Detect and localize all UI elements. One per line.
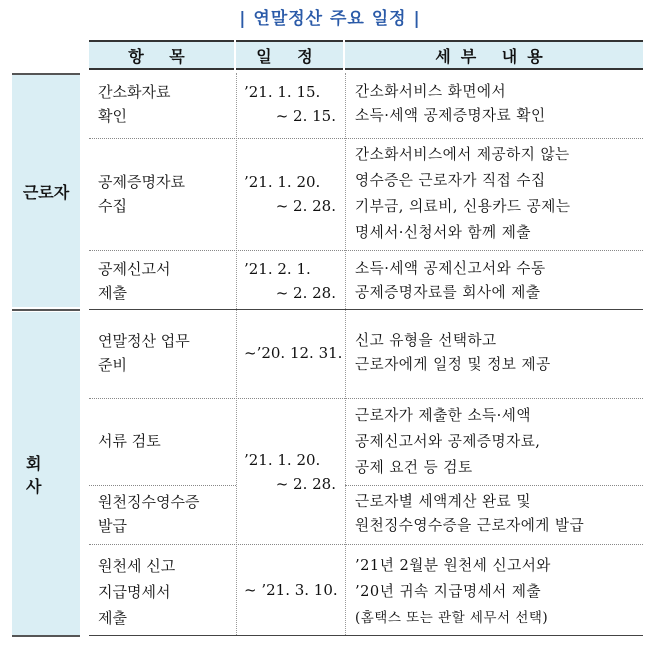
row-divider	[89, 544, 643, 545]
row-detail: 간소화서비스 화면에서 소득·세액 공제증명자료 확인	[355, 83, 546, 124]
column-divider	[236, 73, 237, 635]
row-item: 서류 검토	[98, 432, 161, 450]
section-divider	[89, 309, 643, 310]
category-divider	[12, 309, 80, 311]
row-item: 공제신고서 제출	[98, 260, 171, 302]
row-detail: 소득·세액 공제신고서와 수동 공제증명자료를 회사에 제출	[355, 260, 546, 301]
category-company: 회 사	[12, 312, 80, 635]
page-title: | 연말정산 주요 일정 |	[239, 9, 421, 29]
row-schedule: ~ ’21. 3. 10.	[244, 581, 338, 599]
row-divider	[89, 138, 643, 139]
row-divider	[345, 485, 643, 486]
category-bottom-rule	[12, 635, 80, 637]
header-detail: 세부 내용	[345, 40, 643, 70]
row-schedule: ’21. 1. 15. ~ 2. 15.	[244, 83, 336, 125]
row-detail: 근로자별 세액계산 완료 및 원천징수영수증을 근로자에게 발급	[355, 493, 585, 534]
row-divider	[89, 250, 643, 251]
row-detail: 근로자가 제출한 소득·세액 공제신고서와 공제증명자료, 공제 요건 등 검토	[355, 407, 541, 476]
table-bottom-rule	[89, 635, 643, 636]
row-detail: 신고 유형을 선택하고 근로자에게 일정 및 정보 제공	[355, 332, 551, 373]
row-schedule: ’21. 1. 20. ~ 2. 28.	[244, 451, 336, 493]
row-item: 연말정산 업무 준비	[98, 332, 190, 374]
row-item: 원천징수영수증 발급	[98, 493, 200, 535]
row-detail: ’21년 2월분 원천세 신고서와 ’20년 귀속 지급명세서 제출 (홈택스 또는 관할 세무서 선택)	[355, 557, 551, 626]
row-schedule: ’21. 1. 20. ~ 2. 28.	[244, 173, 336, 215]
row-item: 원천세 신고 지급명세서 제출	[98, 557, 176, 627]
category-worker: 근로자	[12, 75, 80, 307]
header-schedule: 일 정	[236, 40, 343, 70]
row-item: 간소화자료 확인	[98, 83, 171, 125]
row-item: 공제증명자료 수집	[98, 173, 185, 215]
row-divider	[89, 485, 236, 486]
row-divider	[89, 398, 643, 399]
row-schedule: ’21. 2. 1. ~ 2. 28.	[244, 260, 336, 302]
header-item: 항 목	[89, 40, 234, 70]
column-divider	[345, 73, 346, 635]
row-schedule: ~’20. 12. 31.	[244, 344, 343, 362]
row-detail: 간소화서비스에서 제공하지 않는 영수증은 근로자가 직접 수집 기부금, 의료비, 신용카드 공제는 명세서·신청서와 함께 제출	[355, 146, 571, 241]
